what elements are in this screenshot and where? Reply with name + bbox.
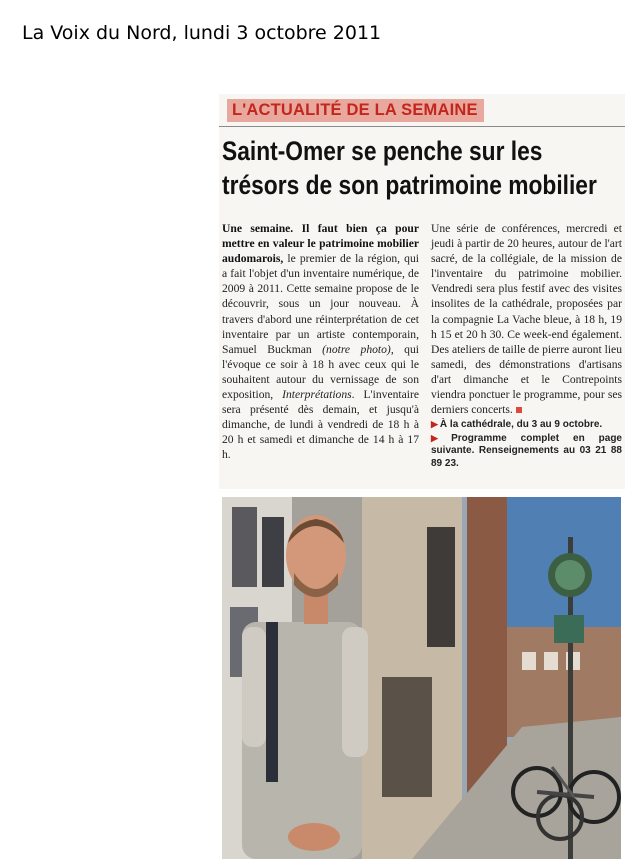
kicker-label: L'ACTUALITÉ DE LA SEMAINE bbox=[227, 99, 484, 122]
section-kicker bbox=[219, 96, 625, 127]
info-box bbox=[431, 418, 622, 470]
body-text: . L'inventaire sera présenté dès demain, et jusqu'à dimanche, de lundi à vendredi de 18 h à 20 h et samedi et dimanche de 14 h à 17 h. bbox=[222, 388, 419, 462]
article-lead: Une semaine. Il faut bien ça pour mettre en valeur le patrimoine mobilier audomarois, bbox=[222, 222, 419, 266]
exhibition-title: Interprétations bbox=[282, 388, 352, 402]
article-photo bbox=[222, 497, 621, 859]
photo-credit-note: (notre photo) bbox=[322, 342, 391, 356]
headline-line-2: trésors de son patrimoine mobilier bbox=[222, 170, 597, 200]
arrow-icon: ▶ bbox=[431, 432, 450, 443]
info-line-program: ▶ Programme complet en page suivante. Renseignements au 03 21 88 89 23. bbox=[431, 432, 622, 469]
info-line-location: ▶ À la cathédrale, du 3 au 9 octobre. bbox=[431, 419, 603, 431]
article-column-right bbox=[431, 221, 622, 470]
article-body-right: Une série de conférences, mercredi et jeudi à partir de 20 heures, autour de l'art sacré, de la collégiale, de la mission de l'inventaire du patrimoine mobilier. Vendredi sera plus festif avec des visites insolites de la cathédrale, proposées par la compagnie La Vache bleue, à 18 h, 19 h 15 et 20 h 30. Ce week-end également. Des ateliers de taille de pierre auront lieu samedi, des démonstrations d'artisans d'art dimanche et le Contrepoints viendra ponctuer le programme, pour ses derniers concerts. bbox=[431, 222, 622, 417]
end-of-article-mark bbox=[516, 407, 522, 413]
headline-line-1: Saint-Omer se penche sur les bbox=[222, 136, 543, 166]
article-body-left bbox=[222, 221, 419, 463]
article-headline bbox=[222, 134, 626, 202]
body-text: , qui l'évoque ce soir à 18 h avec ceux qui le souhaitent autour du vernissage de son exposition, bbox=[222, 342, 419, 402]
street-scene-illustration bbox=[222, 497, 621, 859]
body-text: le premier de la région, qui a fait l'objet d'un inventaire numérique, de 2009 à 2011. Cette semaine propose de le découvrir, sous un jour nouveau. À travers d'abord une réinterprétation de cet inventaire par un artiste contemporain, Samuel Buckman bbox=[222, 252, 419, 356]
arrow-icon: ▶ bbox=[431, 419, 438, 430]
source-line: La Voix du Nord, lundi 3 octobre 2011 bbox=[22, 22, 382, 44]
article-column-left bbox=[222, 221, 419, 463]
